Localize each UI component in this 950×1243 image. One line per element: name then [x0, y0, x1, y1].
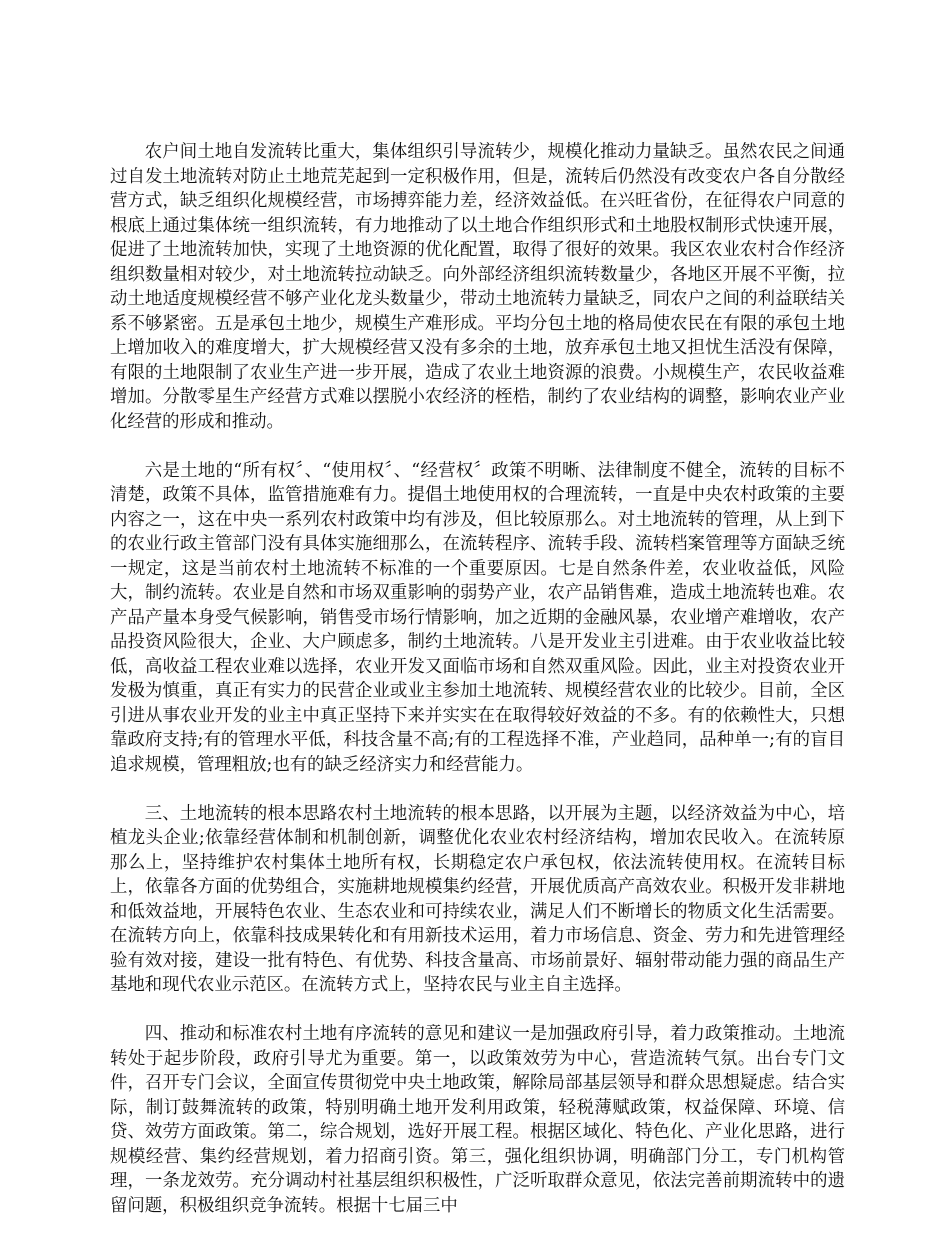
- paragraph-3: 三、土地流转的根本思路农村土地流转的根本思路，以开展为主题，以经济效益为中心，培植龙头企业;依靠经营体制和机制创新，调整优化农业农村经济结构，增加农民收入。在流转原那么上，坚持维护农村集体土地所有权，长期稳定农户承包权，依法流转使用权。在流转目标上，依靠各方面的优势组合，实施耕地规模集约经营，开展优质高产高效农业。积极开发非耕地和低效益地，开展特色农业、生态农业和可持续农业，满足人们不断增长的物质文化生活需要。在流转方向上，依靠科技成果转化和有用新技术运用，着力市场信息、资金、劳力和先进管理经验有效对接，建设一批有特色、有优势、科技含量高、市场前景好、辐射带动能力强的商品生产基地和现代农业示范区。在流转方式上，坚持农民与业主自主选择。: [110, 803, 845, 995]
- paragraph-1: 农户间土地自发流转比重大，集体组织引导流转少，规模化推动力量缺乏。虽然农民之间通过自发土地流转对防止土地荒芜起到一定积极作用，但是，流转后仍然没有改变农户各自分散经营方式，缺乏组织化规模经营，市场搏弈能力差，经济效益低。在兴旺省份，在征得农户同意的根底上通过集体统一组织流转，有力地推动了以土地合作组织形式和土地股权制形式快速开展，促进了土地流转加快，实现了土地资源的优化配置，取得了很好的效果。我区农业农村合作经济组织数量相对较少，对土地流转拉动缺乏。向外部经济组织流转数量少，各地区开展不平衡，拉动土地适度规模经营不够产业化龙头数量少，带动土地流转力量缺乏，同农户之间的利益联结关系不够紧密。五是承包土地少，规模生产难形成。平均分包土地的格局使农民在有限的承包土地上增加收入的难度增大，扩大规模经营又没有多余的土地，放弃承包土地又担忧生活没有保障，有限的土地限制了农业生产进一步开展，造成了农业土地资源的浪费。小规模生产，农民收益难增加。分散零星生产经营方式难以摆脱小农经济的桎梏，制约了农业结构的调整，影响农业产业化经营的形成和推动。: [110, 142, 845, 432]
- paragraph-4: 四、推动和标准农村土地有序流转的意见和建议一是加强政府引导，着力政策推动。土地流转处于起步阶段，政府引导尤为重要。第一，以政策效劳为中心，营造流转气氛。出台专门文件，召开专门会议，全面宣传贯彻党中央土地政策，解除局部基层领导和群众思想疑虑。结合实际，制订鼓舞流转的政策，特别明确土地开发利用政策，轻税薄赋政策，权益保障、环境、信贷、效劳方面政策。第二，综合规划，选好开展工程。根据区域化、特色化、产业化思路，进行规模经营、集约经营规划，着力招商引资。第三，强化组织协调，明确部门分工，专门机构管理，一条龙效劳。充分调动村社基层组织积极性，广泛听取群众意见，依法完善前期流转中的遗留问题，积极组织竞争流转。根据十七届三中: [110, 1024, 845, 1216]
- paragraph-2: 六是土地的“所有权〞、“使用权〞、“经营权〞政策不明晰、法律制度不健全，流转的目标不清楚，政策不具体，监管措施难有力。提倡土地使用权的合理流转，一直是中央农村政策的主要内容之一，这在中央一系列农村政策中均有涉及，但比较原那么。对土地流转的管理，从上到下的农业行政主管部门没有具体实施细那么，在流转程序、流转手段、流转档案管理等方面缺乏统一规定，这是当前农村土地流转不标准的一个重要原因。七是自然条件差，农业收益低，风险大，制约流转。农业是自然和市场双重影响的弱势产业，农产品销售难，造成土地流转也难。农产品产量本身受气候影响，销售受市场行情影响，加之近期的金融风暴，农业增产难增收，农产品投资风险很大，企业、大户顾虑多，制约土地流转。八是开发业主引进难。由于农业收益比较低，高收益工程农业难以选择，农业开发又面临市场和自然双重风险。因此，业主对投资农业开发极为慎重，真正有实力的民营企业或业主参加土地流转、规模经营农业的比较少。目前，全区引进从事农业开发的业主中真正坚持下来并实实在在取得较好效益的不多。有的依赖性大，只想靠政府支持;有的管理水平低，科技含量不高;有的工程选择不准，产业趋同，品种单一;有的盲目追求规模，管理粗放;也有的缺乏经济实力和经营能力。: [110, 460, 845, 775]
- document-body: [110, 140, 845, 1243]
